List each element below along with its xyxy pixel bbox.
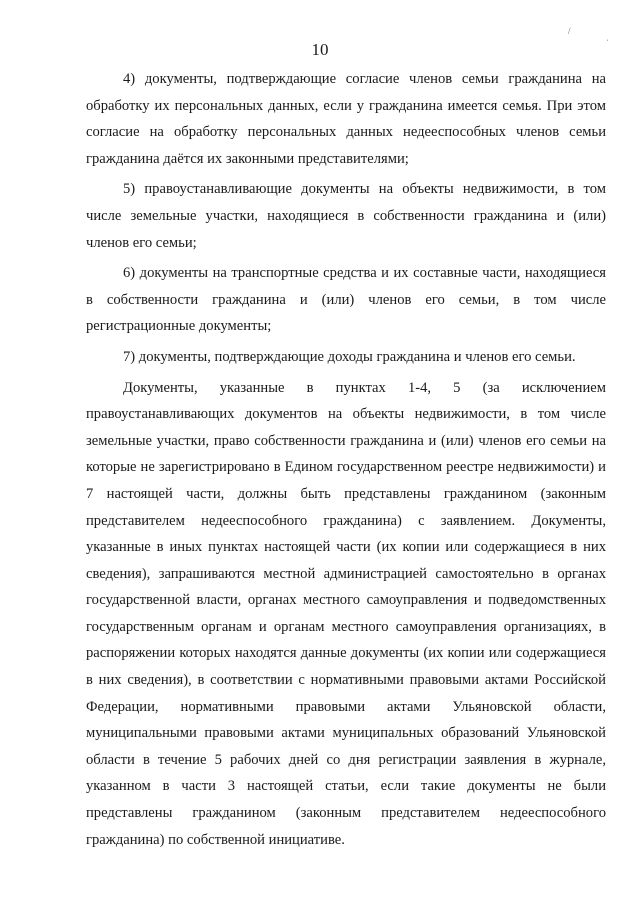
- paragraph-item-6: 6) документы на транспортные средства и их составные части, находящиеся в собственности гражданина и (или) членов его семьи, в том числе регистрационные документы;: [86, 265, 606, 335]
- paragraph-item-7: 7) документы, подтверждающие доходы гражданина и членов его семьи.: [123, 348, 576, 365]
- paragraph-documents-provision: Документы, указанные в пунктах 1-4, 5 (за исключением правоустанавливающих документов на объекты недвижимости, в том числе земельные участки, право собственности гражданина и (или) членов его семьи на которые не зарегистрировано в Едином государственном реестре недвижимости) и 7 настоящей части, должны быть представлены гражданином (законным представителем недееспособного гражданина) с заявлением. Документы, указанные в иных пунктах настоящей части (их копии или содержащиеся в них сведения), запрашиваются местной администрацией самостоятельно в органах государственной власти, органах местного самоуправления и подведомственных государственным органам и органам местного самоуправления организациях, в распоряжении которых находятся данные документы (их копии или содержащиеся в них сведения), в соответствии с нормативными правовыми актами Российской Федерации, нормативными правовыми актами Ульяновской области, муниципальными правовыми актами муниципальных образований Ульяновской области в течение 5 рабочих дней со дня регистрации заявления в журнале, указанном в части 3 настоящей статьи, если такие документы не были представлены гражданином (законным представителем недееспособного гражданина) по собственной инициативе.: [86, 379, 606, 848]
- scan-mark: ˌ: [606, 31, 609, 41]
- page-number: 10: [311, 40, 329, 59]
- document-body: [86, 66, 606, 857]
- paragraph-item-5: 5) правоустанавливающие документы на объекты недвижимости, в том числе земельные участки, находящиеся в собственности гражданина и (или) членов его семьи;: [86, 181, 606, 251]
- paragraph-item-4: 4) документы, подтверждающие согласие членов семьи гражданина на обработку их персональных данных, если у гражданина имеется семья. При этом согласие на обработку персональных данных недееспособных членов семьи гражданина даётся их законными представителями;: [86, 71, 606, 167]
- scan-mark: /: [568, 26, 571, 36]
